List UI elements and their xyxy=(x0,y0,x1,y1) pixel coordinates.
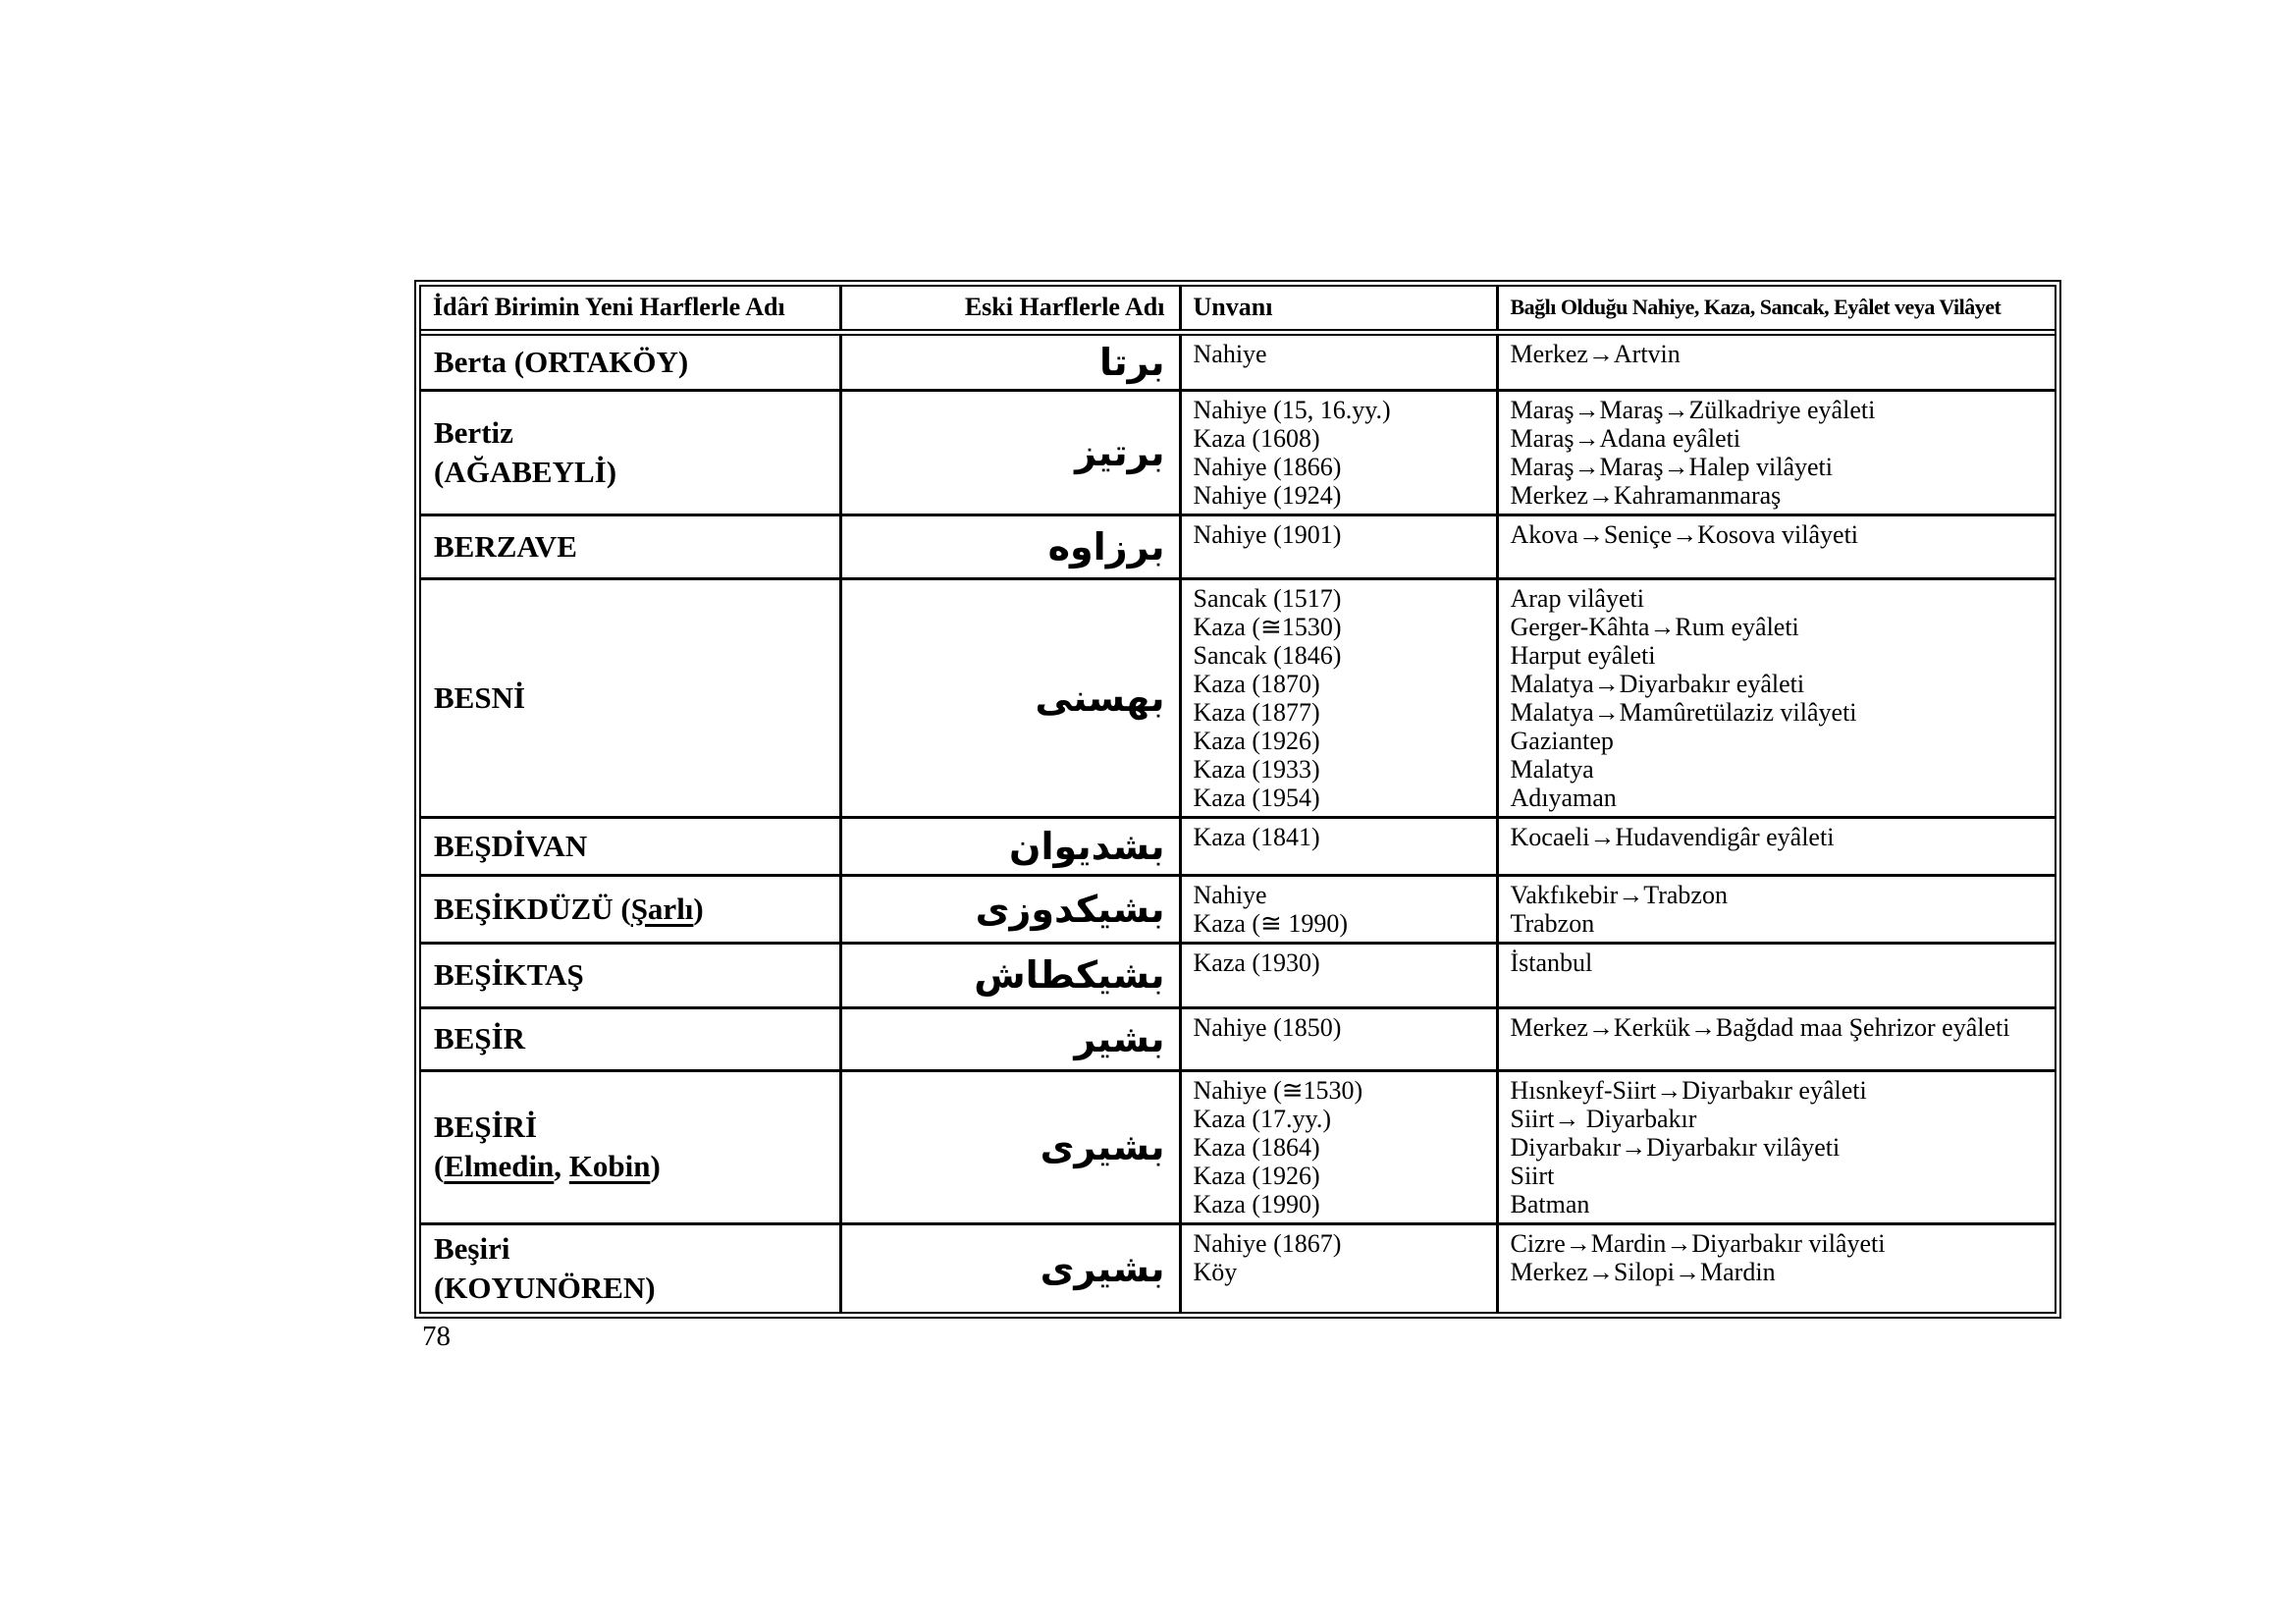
unvan-line: Kaza (1864) xyxy=(1193,1132,1320,1162)
unvan-line: Sancak (1517) xyxy=(1193,583,1342,613)
bagli-line: Cizre→Mardin→Diyarbakır vilâyeti xyxy=(1510,1228,1886,1258)
name-line xyxy=(434,1108,831,1147)
cell-bagli xyxy=(1497,1070,2055,1223)
cell-ottoman: بشير xyxy=(840,1007,1180,1070)
cell-name xyxy=(421,578,840,817)
unvan-line: Nahiye xyxy=(1193,880,1267,909)
unvan-line: Kaza (1933) xyxy=(1193,754,1320,784)
cell-name xyxy=(421,1070,840,1223)
cell-unvan xyxy=(1180,390,1497,514)
cell-unvan xyxy=(1180,1007,1497,1070)
bagli-line: Kocaeli→Hudavendigâr eyâleti xyxy=(1510,822,1835,851)
text-segment: BERZAVE xyxy=(434,528,577,564)
unvan-line: Kaza (1954) xyxy=(1193,783,1320,812)
unvan-line: Nahiye xyxy=(1193,339,1267,368)
unvan-line: Kaza (1841) xyxy=(1193,822,1320,851)
name-line xyxy=(434,678,831,718)
unvan-line: Nahiye (1850) xyxy=(1193,1012,1342,1042)
admin-units-table xyxy=(421,287,2055,1312)
bagli-line: Malatya xyxy=(1510,754,1594,784)
underlined-text: Kobin xyxy=(568,1149,651,1183)
unvan-line: Nahiye (≅1530) xyxy=(1193,1075,1363,1105)
bagli-line: Hısnkeyf-Siirt→Diyarbakır eyâleti xyxy=(1510,1075,1867,1105)
name-line xyxy=(434,1019,831,1058)
cell-name xyxy=(421,943,840,1007)
bagli-line: Harput eyâleti xyxy=(1510,640,1656,670)
text-segment: BEŞİKTAŞ xyxy=(434,957,584,992)
cell-bagli xyxy=(1497,1223,2055,1312)
cell-unvan xyxy=(1180,332,1497,390)
cell-bagli xyxy=(1497,875,2055,943)
bagli-line: Diyarbakır→Diyarbakır vilâyeti xyxy=(1510,1132,1841,1162)
name-line xyxy=(434,1269,831,1308)
bagli-line: Gerger-Kâhta→Rum eyâleti xyxy=(1510,612,1799,641)
name-line xyxy=(434,1229,831,1269)
unvan-line: Kaza (1930) xyxy=(1193,947,1320,977)
text-segment: ) xyxy=(693,891,704,926)
cell-ottoman: بهسنى xyxy=(840,578,1180,817)
cell-ottoman: برتا xyxy=(840,332,1180,390)
cell-unvan xyxy=(1180,875,1497,943)
bagli-line: Merkez→Kerkük→Bağdad maa Şehrizor eyâleti xyxy=(1510,1012,2010,1042)
cell-bagli xyxy=(1497,817,2055,875)
cell-ottoman: بشيكطاش xyxy=(840,943,1180,1007)
text-segment: Beşiri xyxy=(434,1230,510,1266)
unvan-line: Kaza (17.yy.) xyxy=(1193,1104,1332,1133)
name-line xyxy=(434,890,831,929)
name-line xyxy=(434,413,831,453)
table-row xyxy=(421,1007,2055,1070)
table-row xyxy=(421,1070,2055,1223)
cell-name xyxy=(421,875,840,943)
name-line xyxy=(434,827,831,866)
text-segment: , xyxy=(554,1149,569,1183)
cell-name xyxy=(421,514,840,578)
unvan-line: Kaza (≅1530) xyxy=(1193,612,1342,641)
unvan-line: Nahiye (1901) xyxy=(1193,519,1342,549)
unvan-line: Kaza (1608) xyxy=(1193,423,1320,453)
text-segment: Bertiz xyxy=(434,414,513,450)
admin-units-table-wrap xyxy=(414,280,2061,1319)
cell-ottoman: برزاوه xyxy=(840,514,1180,578)
unvan-line: Nahiye (1924) xyxy=(1193,480,1342,510)
unvan-line: Nahiye (1866) xyxy=(1193,452,1342,481)
table-body xyxy=(421,332,2055,1312)
name-line xyxy=(434,527,831,567)
table-row xyxy=(421,817,2055,875)
bagli-line: Merkez→Kahramanmaraş xyxy=(1510,480,1782,510)
bagli-line: Merkez→Artvin xyxy=(1510,339,1681,368)
table-row xyxy=(421,514,2055,578)
header-row xyxy=(421,287,2055,332)
text-segment: BEŞDİVAN xyxy=(434,828,588,863)
name-line xyxy=(434,955,831,995)
cell-ottoman: بشيرى xyxy=(840,1223,1180,1312)
text-segment: BEŞİKDÜZÜ ( xyxy=(434,891,631,926)
cell-name xyxy=(421,1007,840,1070)
cell-bagli xyxy=(1497,1007,2055,1070)
unvan-line: Nahiye (15, 16.yy.) xyxy=(1193,395,1391,424)
name-line xyxy=(434,1147,831,1186)
unvan-line: Kaza (≅ 1990) xyxy=(1193,908,1348,938)
cell-name xyxy=(421,817,840,875)
cell-ottoman: برتيز xyxy=(840,390,1180,514)
cell-unvan xyxy=(1180,514,1497,578)
bagli-line: Malatya→Mamûretülaziz vilâyeti xyxy=(1510,697,1857,727)
cell-unvan xyxy=(1180,1223,1497,1312)
bagli-line: İstanbul xyxy=(1510,947,1593,977)
cell-bagli xyxy=(1497,332,2055,390)
bagli-line: Gaziantep xyxy=(1510,726,1614,755)
unvan-line: Kaza (1990) xyxy=(1193,1189,1320,1218)
cell-unvan xyxy=(1180,943,1497,1007)
cell-name xyxy=(421,332,840,390)
cell-name xyxy=(421,1223,840,1312)
bagli-line: Siirt xyxy=(1510,1161,1555,1190)
bagli-line: Maraş→Maraş→Zülkadriye eyâleti xyxy=(1510,395,1876,424)
name-line xyxy=(434,343,831,382)
cell-ottoman: بشديوان xyxy=(840,817,1180,875)
cell-ottoman: بشيرى xyxy=(840,1070,1180,1223)
bagli-line: Maraş→Maraş→Halep vilâyeti xyxy=(1510,452,1834,481)
bagli-line: Batman xyxy=(1510,1189,1590,1218)
bagli-line: Adıyaman xyxy=(1510,783,1617,812)
unvan-line: Kaza (1926) xyxy=(1193,726,1320,755)
table-row xyxy=(421,1223,2055,1312)
bagli-line: Maraş→Adana eyâleti xyxy=(1510,423,1741,453)
unvan-line: Kaza (1870) xyxy=(1193,669,1320,698)
header-yeni-harflerle-adi: İdârî Birimin Yeni Harflerle Adı xyxy=(421,287,840,332)
cell-name xyxy=(421,390,840,514)
text-segment: Berta (ORTAKÖY) xyxy=(434,344,689,379)
table-row xyxy=(421,578,2055,817)
bagli-line: Trabzon xyxy=(1510,908,1595,938)
cell-unvan xyxy=(1180,817,1497,875)
bagli-line: Malatya→Diyarbakır eyâleti xyxy=(1510,669,1805,698)
cell-unvan xyxy=(1180,578,1497,817)
underlined-text: Elmedin xyxy=(444,1149,555,1183)
cell-ottoman: بشيكدوزى xyxy=(840,875,1180,943)
text-segment: (KOYUNÖREN) xyxy=(434,1270,656,1305)
header-eski-harflerle-adi: Eski Harflerle Adı xyxy=(840,287,1180,332)
cell-bagli xyxy=(1497,943,2055,1007)
table-header xyxy=(421,287,2055,332)
bagli-line: Vakfıkebir→Trabzon xyxy=(1510,880,1728,909)
text-segment: ( xyxy=(434,1149,445,1183)
bagli-line: Merkez→Silopi→Mardin xyxy=(1510,1257,1776,1286)
cell-bagli xyxy=(1497,390,2055,514)
unvan-line: Köy xyxy=(1193,1257,1238,1286)
text-segment: BEŞİR xyxy=(434,1021,526,1056)
name-line xyxy=(434,453,831,492)
bagli-line: Akova→Seniçe→Kosova vilâyeti xyxy=(1510,519,1859,549)
table-row xyxy=(421,875,2055,943)
table-row xyxy=(421,943,2055,1007)
text-segment: ) xyxy=(650,1149,661,1183)
unvan-line: Kaza (1926) xyxy=(1193,1161,1320,1190)
text-segment: BEŞİRİ xyxy=(434,1110,538,1144)
text-segment: (AĞABEYLİ) xyxy=(434,454,617,489)
cell-unvan xyxy=(1180,1070,1497,1223)
table-row xyxy=(421,390,2055,514)
cell-bagli xyxy=(1497,514,2055,578)
bagli-line: Arap vilâyeti xyxy=(1510,583,1644,613)
bagli-line: Siirt→ Diyarbakır xyxy=(1510,1104,1697,1133)
header-bagli-oldugu: Bağlı Olduğu Nahiye, Kaza, Sancak, Eyâlet veya Vilâyet xyxy=(1497,287,2055,332)
unvan-line: Nahiye (1867) xyxy=(1193,1228,1342,1258)
unvan-line: Kaza (1877) xyxy=(1193,697,1320,727)
underlined-text: Şarlı xyxy=(630,891,694,926)
unvan-line: Sancak (1846) xyxy=(1193,640,1342,670)
header-unvani: Unvanı xyxy=(1180,287,1497,332)
cell-bagli xyxy=(1497,578,2055,817)
page-number: 78 xyxy=(422,1321,451,1352)
text-segment: BESNİ xyxy=(434,679,526,715)
table-row xyxy=(421,332,2055,390)
